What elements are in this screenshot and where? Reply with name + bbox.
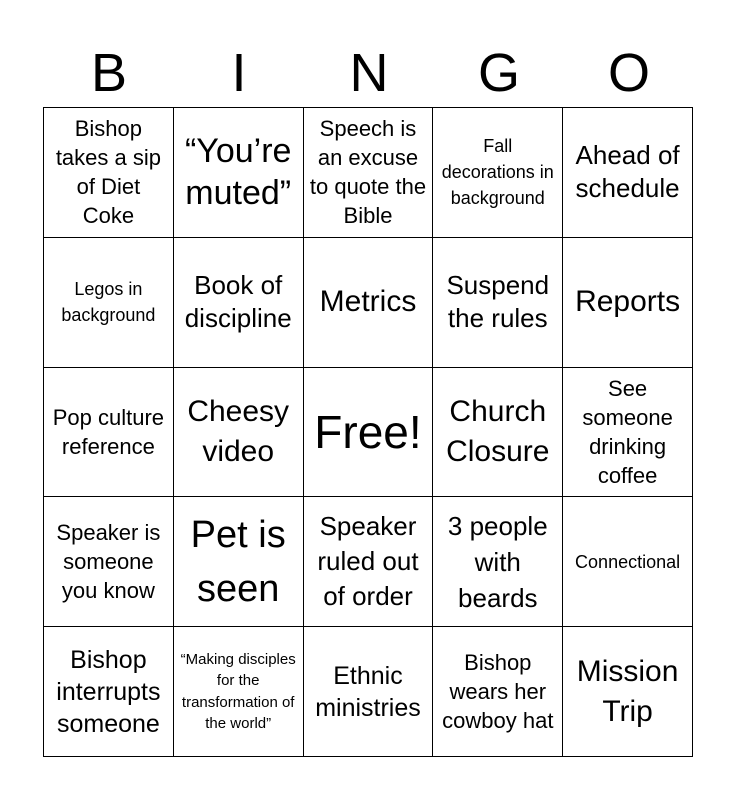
bingo-cell-r4c1[interactable] — [44, 497, 174, 627]
bingo-cell-r3c4[interactable] — [433, 368, 563, 498]
cell-text: Metrics — [319, 285, 417, 319]
cell-text: Bishop interrupts someone — [56, 645, 161, 738]
bingo-cell-r4c2[interactable] — [174, 497, 304, 627]
bingo-cell-r2c5[interactable] — [563, 238, 693, 368]
cell-text: Pet is seen — [190, 513, 286, 610]
cell-text: See someone drinking coffee — [582, 375, 673, 488]
bingo-cell-r2c1[interactable] — [44, 238, 174, 368]
bingo-cell-r2c3[interactable] — [304, 238, 434, 368]
cell-text: Pop culture reference — [52, 404, 165, 459]
bingo-cell-r4c3[interactable] — [304, 497, 434, 627]
bingo-cell-r4c4[interactable] — [433, 497, 563, 627]
bingo-cell-r2c4[interactable] — [433, 238, 563, 368]
bingo-cell-r1c4[interactable] — [433, 108, 563, 238]
bingo-cell-r5c5[interactable] — [563, 627, 693, 757]
cell-text: 3 people with beards — [447, 510, 548, 613]
bingo-cell-r3c5[interactable] — [563, 368, 693, 498]
cell-text: Book of discipline — [184, 270, 292, 334]
header-letter-o: O — [607, 43, 650, 103]
header-letter-i: I — [231, 43, 247, 103]
cell-text: Bishop takes a sip of Diet Coke — [55, 116, 161, 229]
cell-text: Fall decorations in background — [441, 136, 554, 209]
header-letter-g: G — [477, 43, 520, 103]
cell-text: Bishop wears her cowboy hat — [442, 650, 554, 734]
cell-text: Speaker is someone you know — [56, 520, 161, 604]
cell-text: Ethnic ministries — [315, 661, 421, 722]
cell-text: Cheesy video — [187, 394, 290, 468]
bingo-cell-r5c4[interactable] — [433, 627, 563, 757]
bingo-cell-r1c1[interactable] — [44, 108, 174, 238]
bingo-cell-r1c3[interactable] — [304, 108, 434, 238]
bingo-cell-r4c5[interactable] — [563, 497, 693, 627]
header-letter-n: N — [349, 43, 389, 103]
cell-text: Ahead of schedule — [575, 140, 680, 204]
bingo-header — [43, 40, 693, 106]
bingo-cell-r3c3-free[interactable] — [304, 368, 434, 498]
bingo-cell-r3c1[interactable] — [44, 368, 174, 498]
cell-text: “Making disciples for the transformation of the world” — [180, 650, 296, 733]
bingo-cell-r5c3[interactable] — [304, 627, 434, 757]
free-space-text: Free! — [314, 405, 422, 458]
bingo-cell-r1c2[interactable] — [174, 108, 304, 238]
bingo-cell-r1c5[interactable] — [563, 108, 693, 238]
cell-text: Speech is an excuse to quote the Bible — [309, 116, 427, 229]
bingo-grid — [43, 107, 693, 757]
header-letter-b: B — [90, 43, 128, 103]
cell-text: Suspend the rules — [446, 270, 550, 334]
bingo-cell-r2c2[interactable] — [174, 238, 304, 368]
bingo-cell-r5c1[interactable] — [44, 627, 174, 757]
cell-text: Legos in background — [61, 279, 156, 326]
cell-text: Connectional — [575, 551, 681, 572]
bingo-cell-r5c2[interactable] — [174, 627, 304, 757]
cell-text: Church Closure — [446, 394, 550, 468]
cell-text: Mission Trip — [576, 654, 679, 728]
cell-text: Reports — [575, 285, 681, 319]
cell-text: Speaker ruled out of order — [317, 511, 419, 612]
cell-text: “You’re muted” — [184, 132, 292, 213]
bingo-cell-r3c2[interactable] — [174, 368, 304, 498]
